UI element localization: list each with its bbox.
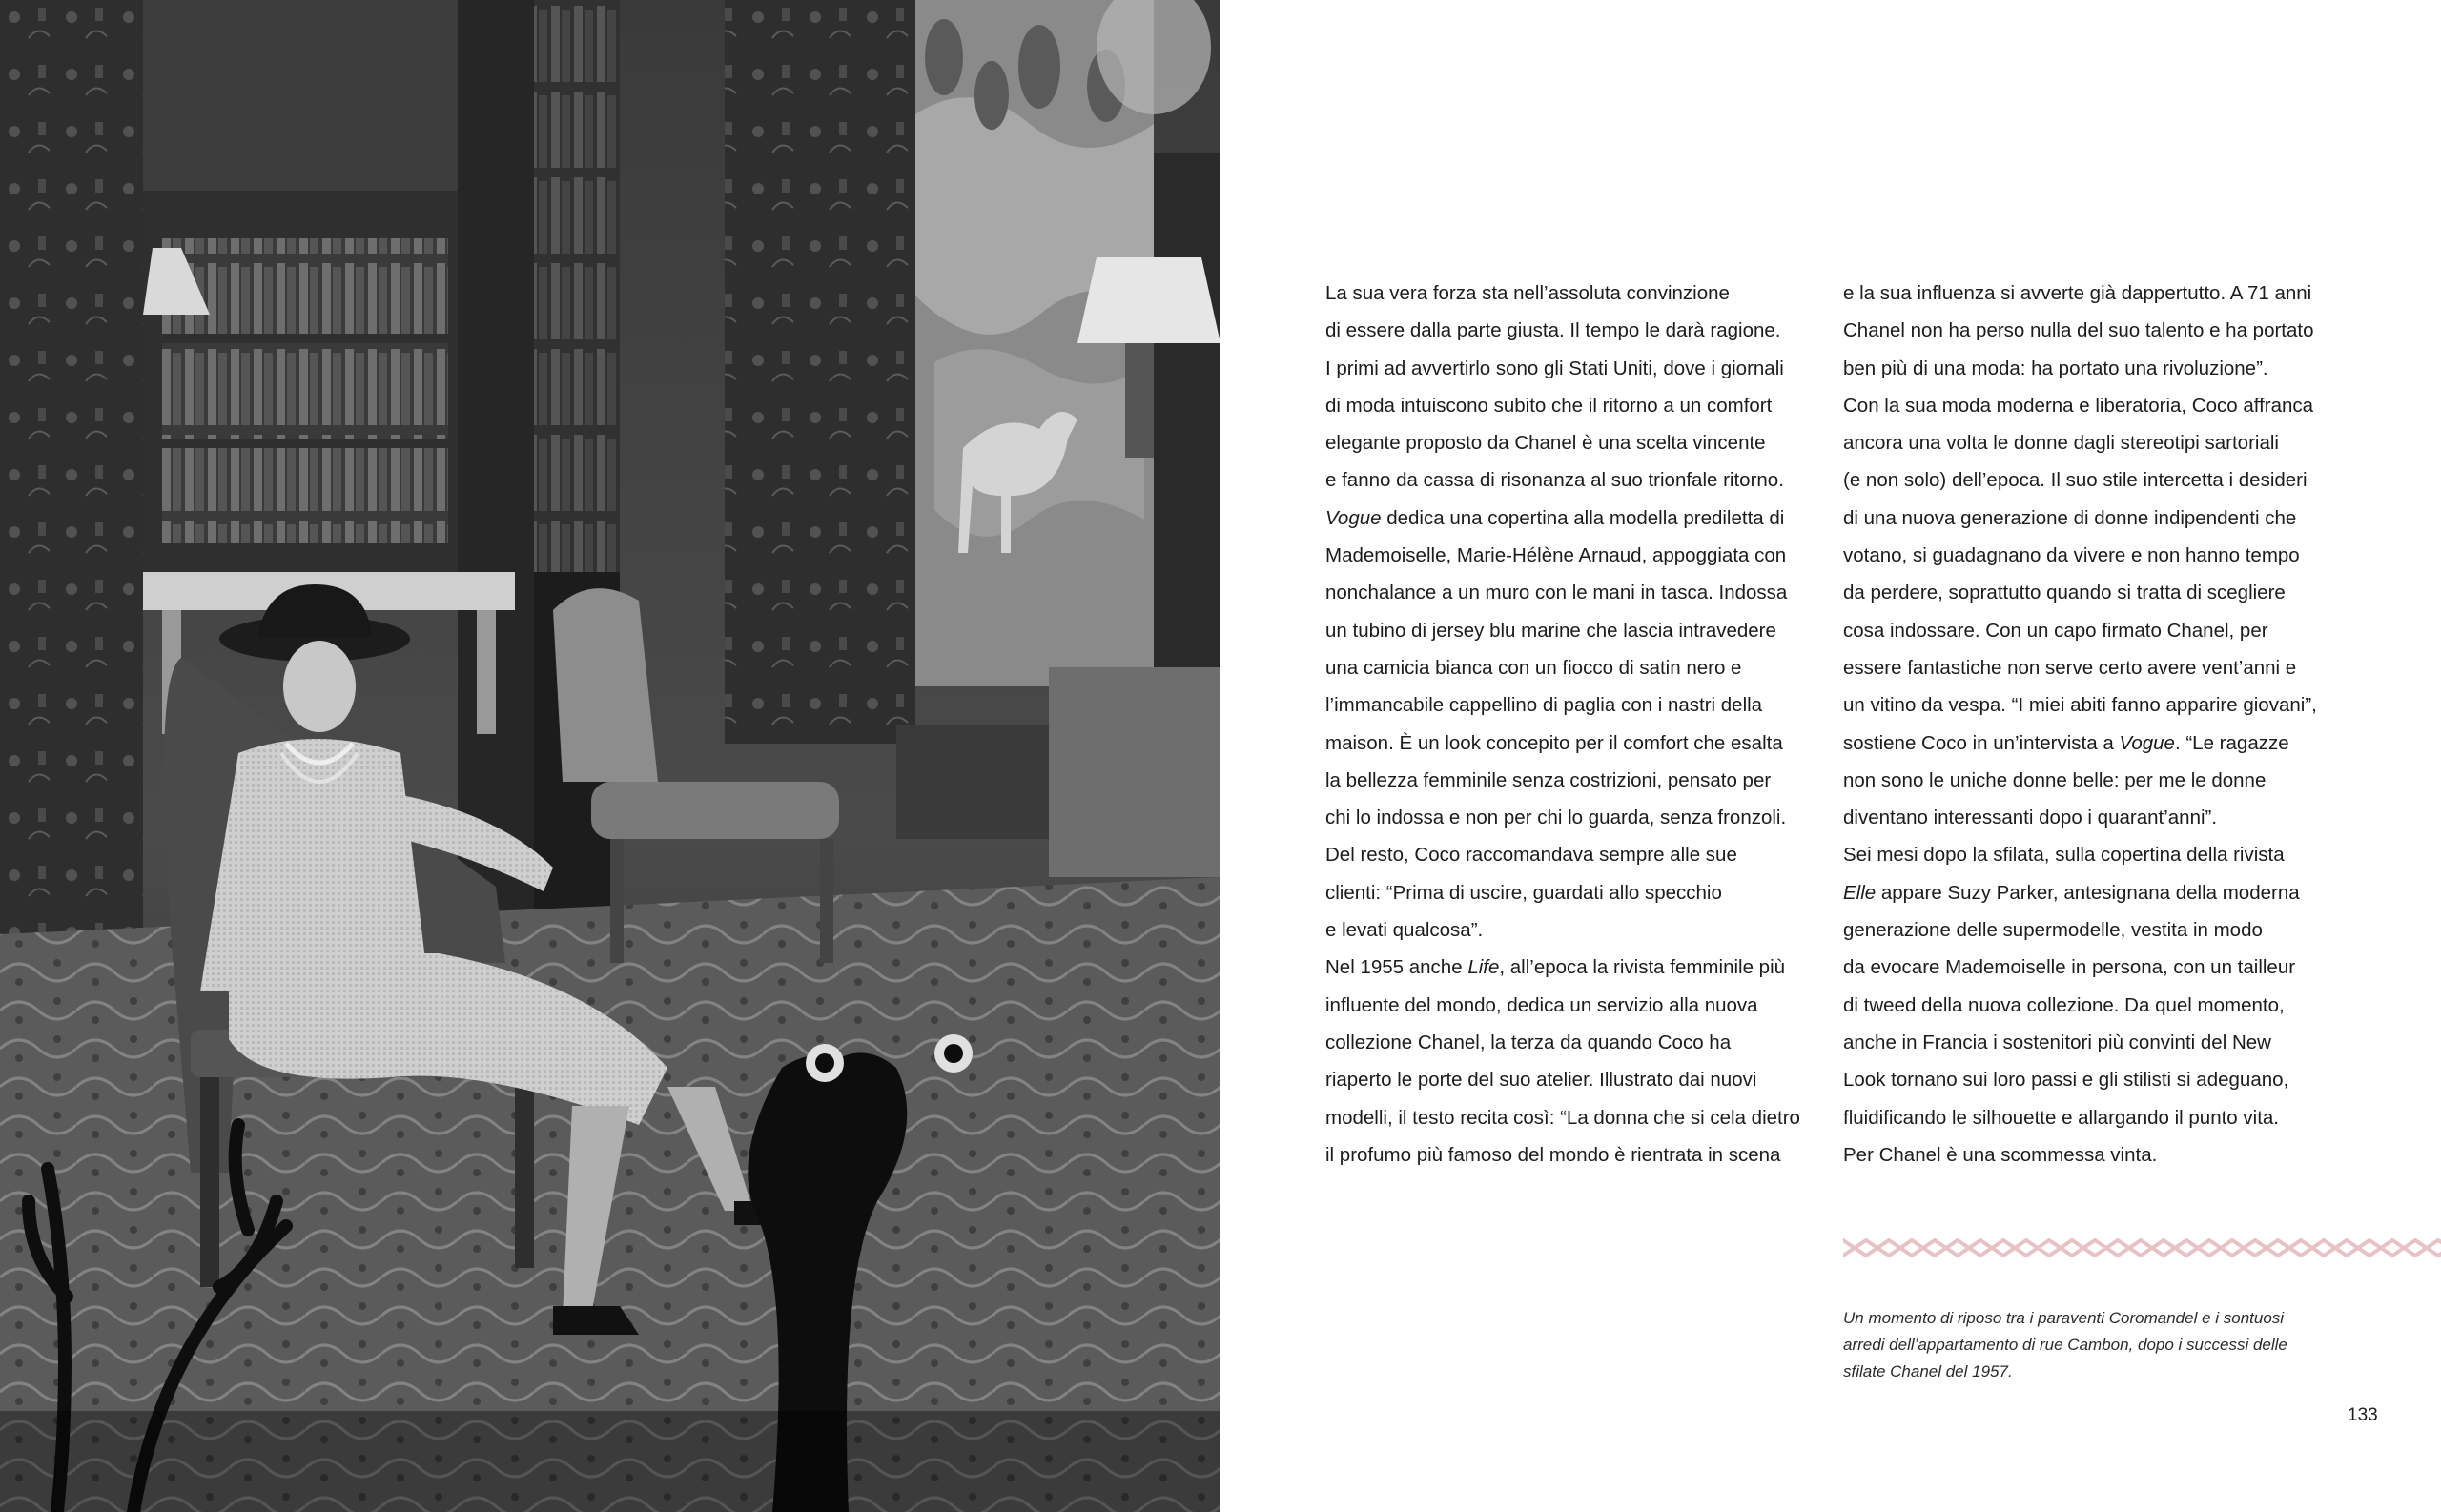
text-run: Chanel non ha perso nulla del suo talento e ha portato	[1843, 319, 2314, 342]
text-line	[1843, 911, 2349, 949]
text-line	[1843, 874, 2349, 911]
text-line	[1325, 461, 1821, 499]
text-line	[1325, 1024, 1821, 1061]
text-run: riaperto le porte del suo atelier. Illustrato dai nuovi	[1325, 1069, 1757, 1092]
text-run: e levati qualcosa”.	[1325, 919, 1484, 942]
text-run: la bellezza femminile senza costrizioni, pensato per	[1325, 768, 1772, 791]
text-run: un tubino di jersey blu marine che lascia intravedere	[1325, 619, 1776, 642]
text-line	[1325, 612, 1821, 649]
text-run: ancora una volta le donne dagli stereotipi sartoriali	[1843, 432, 2279, 455]
text-line	[1843, 649, 2349, 686]
text-run: da perdere, soprattutto quando si tratta di scegliere	[1843, 582, 2286, 604]
text-run: generazione delle supermodelle, vestita in modo	[1843, 919, 2263, 942]
text-run: chi lo indossa e non per chi lo guarda, senza fronzoli.	[1325, 807, 1787, 829]
text-run: clienti: “Prima di uscire, guardati allo specchio	[1325, 881, 1722, 904]
text-run: cosa indossare. Con un capo firmato Chanel, per	[1843, 619, 2268, 642]
text-run: Del resto, Coco raccomandava sempre alle sue	[1325, 844, 1737, 867]
text-line	[1325, 537, 1821, 574]
text-line	[1843, 686, 2349, 724]
text-line	[1325, 500, 1821, 537]
italic-title: Vogue	[1325, 506, 1382, 529]
text-line	[1843, 387, 2349, 424]
text-run: votano, si guadagnano da vivere e non hanno tempo	[1843, 544, 2300, 567]
text-line	[1325, 574, 1821, 611]
text-run: Per Chanel è una scommessa vinta.	[1843, 1143, 2158, 1166]
text-run: non sono le uniche donne belle: per me le donne	[1843, 768, 2267, 791]
text-line	[1843, 275, 2349, 312]
text-column-right	[1843, 275, 2349, 1174]
italic-title: Vogue	[2119, 731, 2175, 754]
text-run: influente del mondo, dedica un servizio alla nuova	[1325, 993, 1758, 1016]
text-line	[1325, 762, 1821, 799]
text-run: anche in Francia i sostenitori più convinti del New	[1843, 1031, 2271, 1053]
photo-caption	[1843, 1305, 2339, 1385]
text-run: il profumo più famoso del mondo è rientrata in scena	[1325, 1143, 1781, 1166]
text-run: di essere dalla parte giusta. Il tempo le darà ragione.	[1325, 319, 1781, 342]
photograph-icon	[0, 0, 1220, 1512]
text-run: elegante proposto da Chanel è una scelta vincente	[1325, 432, 1766, 455]
text-run: modelli, il testo recita così: “La donna che si cela dietro	[1325, 1106, 1800, 1129]
text-line	[1843, 1099, 2349, 1136]
text-line	[1843, 500, 2349, 537]
text-line	[1325, 686, 1821, 724]
text-line	[1325, 649, 1821, 686]
text-run: un vitino da vespa. “I miei abiti fanno apparire giovani”,	[1843, 694, 2317, 717]
caption-line: arredi dell’appartamento di rue Cambon, dopo i successi delle	[1843, 1336, 2287, 1354]
text-line	[1843, 312, 2349, 349]
text-line	[1843, 574, 2349, 611]
text-line	[1843, 1061, 2349, 1098]
text-run: I primi ad avvertirlo sono gli Stati Uniti, dove i giornali	[1325, 357, 1784, 379]
text-line	[1325, 1136, 1821, 1174]
text-line	[1325, 836, 1821, 873]
photograph	[0, 0, 1220, 1512]
text-run: dedica una copertina alla modella prediletta di	[1381, 506, 1785, 529]
text-line	[1843, 424, 2349, 461]
text-line	[1843, 762, 2349, 799]
text-run: Con la sua moda moderna e liberatoria, Coco affranca	[1843, 394, 2314, 417]
text-run: sostiene Coco in un’intervista a	[1843, 731, 2120, 754]
text-run: essere fantastiche non serve certo avere vent’anni e	[1843, 656, 2297, 679]
text-run: . “Le ragazze	[2174, 731, 2289, 754]
text-run: ben più di una moda: ha portato una rivoluzione”.	[1843, 357, 2268, 379]
text-run: l’immancabile cappellino di paglia con i nastri della	[1325, 694, 1763, 717]
text-run: , all’epoca la rivista femminile più	[1499, 956, 1786, 979]
caption-line: Un momento di riposo tra i paraventi Coromandel e i sontuosi	[1843, 1309, 2285, 1327]
text-run: e fanno da cassa di risonanza al suo trionfale ritorno.	[1325, 469, 1784, 492]
text-run: di tweed della nuova collezione. Da quel momento,	[1843, 993, 2285, 1016]
text-line	[1843, 537, 2349, 574]
text-line	[1843, 799, 2349, 836]
text-line	[1843, 350, 2349, 387]
text-run: una camicia bianca con un fiocco di satin nero e	[1325, 656, 1742, 679]
text-line	[1325, 987, 1821, 1024]
page-number: 133	[2348, 1405, 2378, 1425]
text-run: Mademoiselle, Marie-Hélène Arnaud, appoggiata con	[1325, 544, 1787, 567]
text-line	[1843, 836, 2349, 873]
italic-title: Life	[1467, 956, 1500, 979]
text-line	[1325, 725, 1821, 762]
text-line	[1325, 949, 1821, 986]
text-line	[1843, 1136, 2349, 1174]
text-run: La sua vera forza sta nell’assoluta convinzione	[1325, 282, 1730, 304]
text-run: appare Suzy Parker, antesignana della moderna	[1876, 881, 2300, 904]
text-run: diventano interessanti dopo i quarant’anni”.	[1843, 807, 2218, 829]
text-line	[1325, 275, 1821, 312]
text-line	[1325, 387, 1821, 424]
text-line	[1843, 725, 2349, 762]
text-run: collezione Chanel, la terza da quando Coco ha	[1325, 1031, 1732, 1053]
text-line	[1843, 987, 2349, 1024]
text-line	[1325, 874, 1821, 911]
text-run: e la sua influenza si avverte già dappertutto. A 71 anni	[1843, 282, 2312, 304]
text-run: Look tornano sui loro passi e gli stilisti si adeguano,	[1843, 1069, 2289, 1092]
text-line	[1843, 461, 2349, 499]
text-line	[1325, 1099, 1821, 1136]
text-line	[1843, 612, 2349, 649]
text-line	[1325, 1061, 1821, 1098]
text-run: Nel 1955 anche	[1325, 956, 1468, 979]
caption-line: sfilate Chanel del 1957.	[1843, 1362, 2013, 1380]
text-run: maison. È un look concepito per il comfort che esalta	[1325, 731, 1783, 754]
text-column-left	[1325, 275, 1821, 1174]
braided-border-ornament-icon	[1843, 1236, 2441, 1259]
text-line	[1325, 312, 1821, 349]
text-run: fluidificando le silhouette e allargando il punto vita.	[1843, 1106, 2279, 1129]
text-line	[1325, 911, 1821, 949]
text-run: di moda intuiscono subito che il ritorno a un comfort	[1325, 394, 1773, 417]
text-run: da evocare Mademoiselle in persona, con un tailleur	[1843, 956, 2296, 979]
text-line	[1843, 1024, 2349, 1061]
text-line	[1325, 350, 1821, 387]
text-run: (e non solo) dell’epoca. Il suo stile intercetta i desideri	[1843, 469, 2308, 492]
text-run: di una nuova generazione di donne indipendenti che	[1843, 506, 2297, 529]
text-line	[1325, 799, 1821, 836]
text-line	[1843, 949, 2349, 986]
text-run: nonchalance a un muro con le mani in tasca. Indossa	[1325, 582, 1788, 604]
italic-title: Elle	[1843, 881, 1877, 904]
text-line	[1325, 424, 1821, 461]
text-run: Sei mesi dopo la sfilata, sulla copertina della rivista	[1843, 844, 2285, 867]
